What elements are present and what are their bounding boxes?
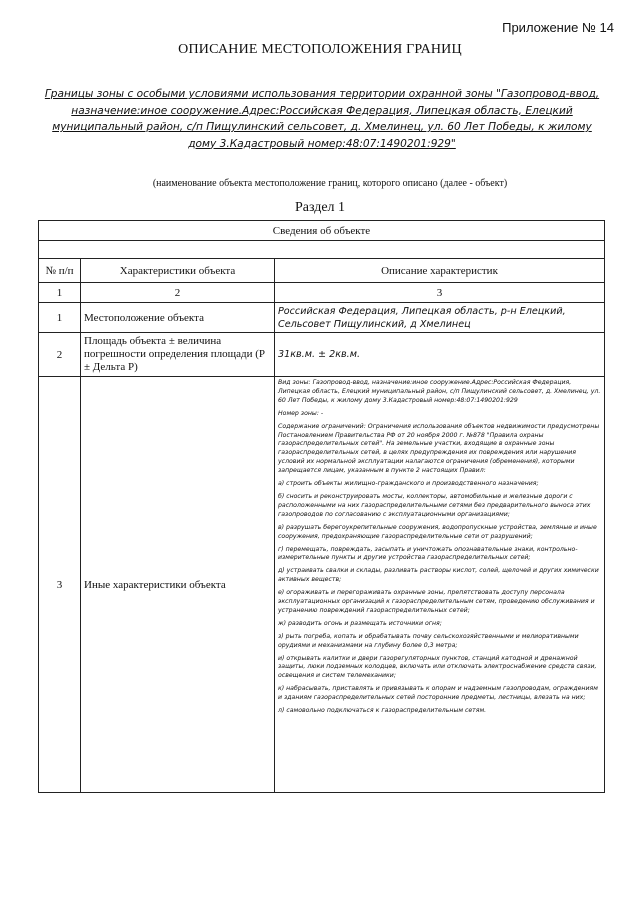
row-number: 2	[39, 333, 81, 377]
detail-paragraph: в) разрушать берегоукрепительные сооружения, водопропускные устройства, земляные и иные сооружения, предохраняющие газораспределительные сети от разрушений;	[278, 523, 597, 540]
detail-paragraph: б) сносить и реконструировать мосты, коллекторы, автомобильные и железные дороги с расположенными на них газораспределительными сетями без предварительного выноса этих газопроводов по согласованию с эксплуатационными организациями;	[278, 492, 591, 518]
detail-paragraph: а) строить объекты жилищно-гражданского и производственного назначения;	[278, 480, 539, 488]
row-description: Российская Федерация, Липецкая область, р-н Елецкий, Сельсовет Пищулинский, д Хмелинец	[275, 303, 605, 333]
row-description: 31кв.м. ± 2кв.м.	[275, 333, 605, 377]
zone-description: Границы зоны с особыми условиями использования территории охранной зоны "Газопровод-ввод, назначение:иное сооружение.Адрес:Российская Федерация, Липецкая область, Елецкий муниципальный район, с/п Пищулинский сельсовет, д. Хмелинец, ул. 60 Лет Победы, к жилому дому 3.Кадастровый номер:48:07:1490201:929"	[44, 88, 600, 150]
table-row	[39, 303, 605, 333]
row-description-details	[275, 377, 605, 793]
column-number: 2	[81, 283, 275, 303]
detail-paragraph: е) огораживать и перегораживать охранные зоны, препятствовать доступу персонала эксплуатационных организаций к газораспределительным сетям, проведению обслуживания и устранению повреждений газораспределительных сетей;	[278, 589, 595, 614]
appendix-number: Приложение № 14	[502, 20, 614, 35]
object-caption: (наименование объекта местоположение границ, которого описано (далее - объект)	[152, 178, 508, 189]
detail-paragraph: д) устраивать свалки и склады, разливать растворы кислот, солей, щелочей и других химически активных веществ;	[278, 567, 599, 584]
table-caption-row	[39, 221, 605, 241]
detail-paragraph: к) набрасывать, приставлять и привязывать к опорам и надземным газопроводам, ограждениям и зданиям газораспределительных сетей посторонние предметы, лестницы, влезать на них;	[278, 685, 598, 702]
section-title: Раздел 1	[294, 200, 346, 215]
document-title: ОПИСАНИЕ МЕСТОПОЛОЖЕНИЯ ГРАНИЦ	[178, 42, 462, 57]
row-characteristic: Местоположение объекта	[81, 303, 275, 333]
object-info-table	[38, 220, 605, 793]
table-spacer-row	[39, 241, 605, 259]
table-caption: Сведения об объекте	[39, 221, 605, 241]
detail-paragraph: Вид зоны: Газопровод-ввод, назначение:иное сооружение.Адрес:Российская Федерация, Липецкая область, Елецкий муниципальный район, с/п Пищулинский сельсовет, д. Хмелинец, ул. 60 Лет Победы, к жилому дому 3.Кадастровый номер:48:07:1490201:929	[278, 379, 601, 404]
column-number: 3	[275, 283, 605, 303]
detail-paragraph: г) перемещать, повреждать, засыпать и уничтожать опознавательные знаки, контрольно-измерительные пункты и другие устройства газораспределительных сетей;	[278, 545, 578, 562]
detail-paragraph: и) открывать калитки и двери газорегуляторных пунктов, станций катодной и дренажной защиты, люки подземных колодцев, включать или отключать электроснабжение средств связи, освещения и систем телемеханики;	[278, 654, 597, 680]
column-header-description: Описание характеристик	[275, 259, 605, 283]
column-number: 1	[39, 283, 81, 303]
column-header-characteristic: Характеристики объекта	[81, 259, 275, 283]
table-empty-cell	[39, 241, 605, 259]
detail-paragraph: л) самовольно подключаться к газораспределительным сетям.	[278, 707, 487, 715]
detail-paragraph: ж) разводить огонь и размещать источники огня;	[278, 619, 442, 627]
column-numbers-row	[39, 283, 605, 303]
row-number: 1	[39, 303, 81, 333]
table-header-row	[39, 259, 605, 283]
detail-paragraph: Номер зоны: -	[278, 409, 324, 417]
table-row	[39, 333, 605, 377]
detail-paragraph: Содержание ограничений: Ограничения использования объектов недвижимости предусмотрены Постановлением Правительства РФ от 20 ноября 2000 г. №878 "Правила охраны газораспределительных сетей". На земельные участки, входящие в охранные зоны газораспределительных сетей, в целях предупреждения их повреждения или нарушения условий их нормальной эксплуатации налагаются ограничения (обременения), которыми запрещается лицам, указанным в пункте 2 настоящих Правил:	[278, 422, 600, 475]
row-number: 3	[39, 377, 81, 793]
column-header-number: № п/п	[39, 259, 81, 283]
detail-paragraph: з) рыть погреба, копать и обрабатывать почву сельскохозяйственными и мелиоративными орудиями и механизмами на глубину более 0,3 метра;	[278, 632, 579, 649]
table-row	[39, 377, 605, 793]
row-characteristic: Площадь объекта ± величина погрешности определения площади (P ± Дельта P)	[81, 333, 275, 377]
row-characteristic: Иные характеристики объекта	[81, 377, 275, 793]
